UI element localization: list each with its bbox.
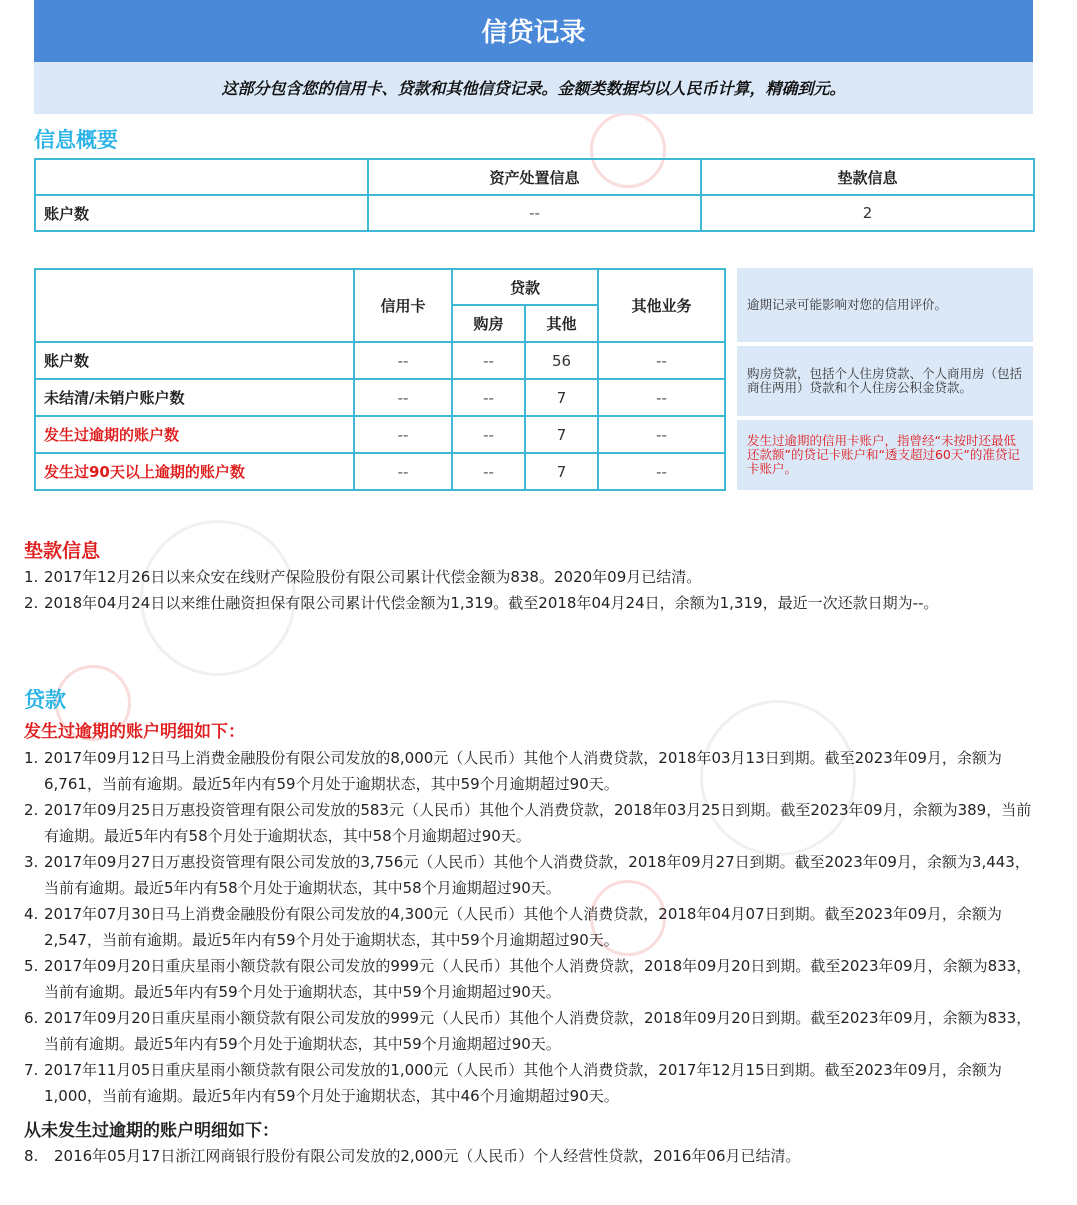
col-advance: 垫款信息 [701, 159, 1034, 195]
list-item: 7. 2017年11月05日重庆星雨小额贷款有限公司发放的1,000元（人民币）其他个人消费贷款，2017年12月15日到期。截至2023年09月，余额为1,000，当前有逾期。最近5年内有59个月处于逾期状态，其中46个月逾期超过90天。 [24, 1061, 1002, 1105]
list-item: 8. 2016年05月17日浙江网商银行股份有限公司发放的2,000元（人民币）个人经营性贷款，2016年06月已结清。 [24, 1147, 801, 1165]
note-house-loan: 购房贷款，包括个人住房贷款、个人商用房（包括商住两用）贷款和个人住房公积金贷款。 [737, 346, 1033, 416]
col-credit-card: 信用卡 [354, 269, 452, 342]
clean-accounts-title: 从未发生过逾期的账户明细如下： [24, 1121, 279, 1141]
cell-value: -- [598, 416, 725, 453]
cell-value: 7 [525, 416, 598, 453]
list-item: 5. 2017年09月20日重庆星雨小额贷款有限公司发放的999元（人民币）其他个人消费贷款，2018年09月20日到期。截至2023年09月，余额为833，当前有逾期。最近5年内有59个月处于逾期状态，其中59个月逾期超过90天。 [24, 957, 1032, 1001]
loans-title: 贷款 [24, 688, 66, 712]
cell-value: -- [354, 453, 452, 490]
overdue-loan-list [24, 745, 1044, 1109]
col-loan-house: 购房 [452, 305, 525, 342]
asset-disposal-count: -- [368, 195, 701, 231]
col-asset-disposal: 资产处置信息 [368, 159, 701, 195]
cell-value: -- [598, 379, 725, 416]
list-item: 1. 2017年12月26日以来众安在线财产保险股份有限公司累计代偿金额为838。2020年09月已结清。 [24, 568, 702, 586]
cell-value: -- [598, 453, 725, 490]
overdue-accounts-title: 发生过逾期的账户明细如下： [24, 722, 245, 742]
list-item: 1. 2017年09月12日马上消费金融股份有限公司发放的8,000元（人民币）其他个人消费贷款，2018年03月13日到期。截至2023年09月，余额为6,761，当前有逾期。最近5年内有59个月处于逾期状态，其中59个月逾期超过90天。 [24, 749, 1002, 793]
cell-value: -- [354, 416, 452, 453]
cell-value: -- [452, 416, 525, 453]
col-other-business: 其他业务 [598, 269, 725, 342]
list-item: 6. 2017年09月20日重庆星雨小额贷款有限公司发放的999元（人民币）其他个人消费贷款，2018年09月20日到期。截至2023年09月，余额为833，当前有逾期。最近5年内有59个月处于逾期状态，其中59个月逾期超过90天。 [24, 1009, 1032, 1053]
cell-value: -- [354, 342, 452, 379]
cell-value: -- [354, 379, 452, 416]
empty-header-cell [35, 269, 354, 342]
list-item: 4. 2017年07月30日马上消费金融股份有限公司发放的4,300元（人民币）其他个人消费贷款，2018年04月07日到期。截至2023年09月，余额为2,547，当前有逾期。最近5年内有59个月处于逾期状态，其中59个月逾期超过90天。 [24, 905, 1002, 949]
clean-loan-list [24, 1143, 1044, 1169]
cell-value: 56 [525, 342, 598, 379]
cell-value: -- [452, 453, 525, 490]
page-subtitle: 这部分包含您的信用卡、贷款和其他信贷记录。金额类数据均以人民币计算，精确到元。 [34, 62, 1033, 114]
col-loan-other: 其他 [525, 305, 598, 342]
note-overdue-credit-card: 发生过逾期的信用卡账户，指曾经“未按时还最低还款额”的贷记卡账户和“透支超过60天”的准贷记卡账户。 [737, 420, 1033, 490]
page-title: 信贷记录 [34, 0, 1033, 62]
overview-title: 信息概要 [34, 128, 118, 152]
row-label: 发生过逾期的账户数 [35, 416, 354, 453]
list-item: 3. 2017年09月27日万惠投资管理有限公司发放的3,756元（人民币）其他个人消费贷款，2018年09月27日到期。截至2023年09月，余额为3,443，当前有逾期。最近5年内有58个月处于逾期状态，其中58个月逾期超过90天。 [24, 853, 1030, 897]
empty-header-cell [35, 159, 368, 195]
advance-title: 垫款信息 [24, 540, 101, 562]
overview-table-2 [34, 268, 726, 491]
advance-count: 2 [701, 195, 1034, 231]
row-label: 发生过90天以上逾期的账户数 [35, 453, 354, 490]
list-item: 2. 2017年09月25日万惠投资管理有限公司发放的583元（人民币）其他个人消费贷款，2018年03月25日到期。截至2023年09月，余额为389，当前有逾期。最近5年内有58个月处于逾期状态，其中58个月逾期超过90天。 [24, 801, 1032, 845]
list-item: 2. 2018年04月24日以来维仕融资担保有限公司累计代偿金额为1,319。截至2018年04月24日，余额为1,319，最近一次还款日期为--。 [24, 594, 939, 612]
row-label: 未结清/未销户账户数 [35, 379, 354, 416]
cell-value: 7 [525, 379, 598, 416]
note-overdue-impact: 逾期记录可能影响对您的信用评价。 [737, 268, 1033, 342]
cell-value: -- [452, 342, 525, 379]
cell-value: 7 [525, 453, 598, 490]
row-label: 账户数 [35, 342, 354, 379]
cell-value: -- [452, 379, 525, 416]
cell-value: -- [598, 342, 725, 379]
overview-table-1 [34, 158, 1035, 232]
advance-list [24, 564, 1044, 616]
row-label-account-count: 账户数 [35, 195, 368, 231]
col-loan: 贷款 [452, 269, 598, 305]
